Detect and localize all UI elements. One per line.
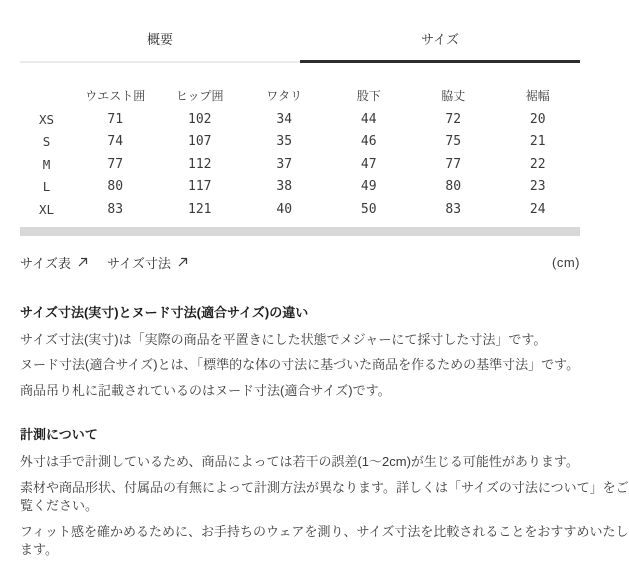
table-row (20, 198, 580, 221)
section-heading: 計測について (20, 427, 98, 442)
value-cell: 80 (107, 179, 124, 195)
value-cell: 22 (529, 156, 546, 172)
paragraph (20, 453, 580, 472)
table-header-row (20, 82, 580, 108)
value-cell: 23 (529, 179, 546, 195)
size-measurements-link[interactable] (107, 253, 189, 272)
size-panel (0, 29, 629, 568)
paragraph-line: 素材や商品形状、付属品の有無によって計測方法が異なります。詳しくは「サイズの寸法について」をご (20, 479, 629, 495)
value-cell: 44 (360, 111, 377, 127)
section-size-vs-nude (20, 302, 580, 401)
value-cell: 38 (276, 179, 293, 195)
external-link-icon (177, 256, 189, 268)
value-cell: 107 (188, 134, 212, 150)
value-cell: 80 (445, 179, 462, 195)
value-cell: 121 (188, 201, 212, 217)
value-cell: 77 (445, 156, 462, 172)
value-cell: 83 (107, 201, 124, 217)
links-row (20, 253, 580, 272)
size-label-cell: S (42, 134, 51, 150)
value-cell: 74 (107, 134, 124, 150)
column-header-hem-width: 裾幅 (525, 88, 550, 103)
value-cell: 35 (276, 134, 293, 150)
column-header-thigh: ワタリ (266, 88, 303, 103)
table-row (20, 153, 580, 176)
paragraph-line: サイズ寸法(実寸)は「実際の商品を平置きにした状態でメジャーにて採寸した寸法」です。 (20, 331, 547, 347)
paragraph (20, 356, 580, 375)
size-chart-link[interactable] (20, 253, 89, 272)
value-cell: 72 (445, 111, 462, 127)
size-label-cell: XS (38, 111, 55, 127)
value-cell: 37 (276, 156, 293, 172)
value-cell: 117 (188, 179, 212, 195)
section-measurement-notes (20, 424, 629, 560)
value-cell: 102 (188, 111, 212, 127)
column-header-hip: ヒップ囲 (175, 88, 224, 103)
tab-size[interactable]: サイズ (300, 29, 580, 63)
section-heading: サイズ寸法(実寸)とヌード寸法(適合サイズ)の違い (20, 304, 309, 320)
paragraph-line: 外寸は手で計測しているため、商品によっては若干の誤差(1〜2cm)が生じる可能性があります。 (20, 454, 579, 469)
value-cell: 77 (107, 156, 124, 172)
value-cell: 21 (529, 134, 546, 150)
value-cell: 112 (188, 156, 212, 172)
value-cell: 50 (360, 201, 377, 217)
size-label-cell: XL (38, 201, 55, 217)
paragraph (20, 479, 629, 516)
table-row (20, 108, 580, 131)
value-cell: 75 (445, 134, 462, 150)
tab-overview[interactable]: 概要 (20, 29, 300, 63)
size-chart-link-label: サイズ表 (20, 255, 71, 271)
unit-label: (cm) (552, 254, 580, 270)
column-header-waist: ウエスト囲 (85, 88, 146, 103)
paragraph-line: フィット感を確かめるために、お手持ちのウェアを測り、サイズ寸法を比較されることをおすすめいたし (20, 523, 629, 539)
corner-cell (20, 82, 73, 108)
paragraph-line: ます。 (20, 542, 58, 557)
paragraph-line: 商品吊り札に記載されているのはヌード寸法(適合サイズ)です。 (20, 382, 391, 398)
size-label-cell: L (42, 179, 51, 195)
value-cell: 47 (360, 156, 377, 172)
paragraph-line: 覧ください。 (20, 498, 99, 513)
paragraph (20, 523, 629, 560)
column-header-side-length: 脇丈 (441, 88, 466, 103)
value-cell: 40 (276, 201, 293, 217)
tab-bar (0, 29, 600, 63)
value-cell: 34 (276, 111, 293, 127)
size-label-cell: M (42, 156, 51, 172)
value-cell: 20 (529, 111, 546, 127)
value-cell: 83 (445, 201, 462, 217)
size-table (20, 82, 580, 221)
size-measurements-link-label: サイズ寸法 (106, 255, 171, 271)
value-cell: 24 (529, 201, 546, 217)
value-cell: 46 (360, 134, 377, 150)
table-row (20, 131, 580, 154)
paragraph (20, 382, 580, 401)
value-cell: 49 (360, 179, 377, 195)
value-cell: 71 (107, 111, 124, 127)
table-horizontal-scrollbar[interactable] (20, 227, 580, 236)
external-link-icon (77, 256, 89, 268)
paragraph-line: ヌード寸法(適合サイズ)とは、「標準的な体の寸法に基づいた商品を作るための基準寸法」です。 (20, 357, 580, 372)
table-row (20, 176, 580, 199)
column-header-inseam: 股下 (356, 88, 381, 103)
paragraph (20, 331, 580, 350)
